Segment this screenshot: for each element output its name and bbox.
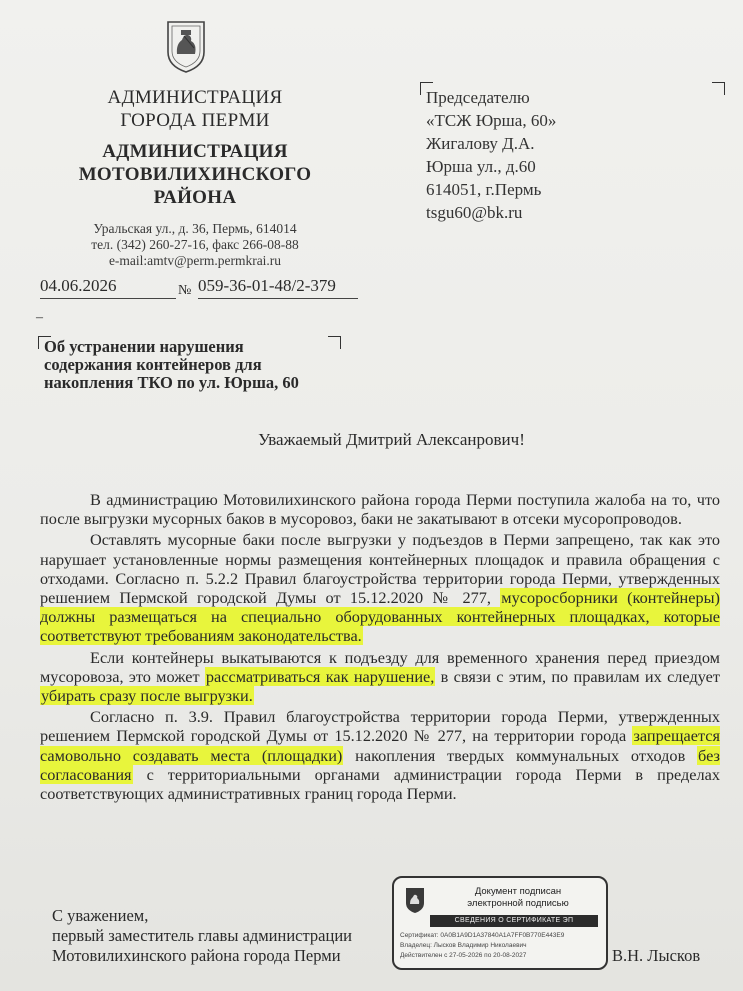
body-paragraph: Согласно п. 3.9. Правил благоустройства территории города Перми, утвержденных решением Пермской городской Думы от 15.12.2020 № 277, на территории города запрещается самовольно создавать места (площадки) накопления твердых коммунальных отходов без согласования с территориальными органами администрации города Перми в пределах соответствующих административных границ города Перми.	[40, 707, 720, 804]
sender-header	[40, 86, 350, 269]
sender-email: e-mail:amtv@perm.permkrai.ru	[108, 253, 282, 268]
signer-position: первый заместитель главы администрации	[52, 926, 352, 945]
coat-of-arms-icon	[404, 886, 426, 914]
closing-phrase: С уважением,	[52, 906, 149, 925]
certificate-validity: Действителен с 27-05-2026 по 20-08-2027	[400, 952, 527, 959]
highlighted-text: запрещается самовольно создавать места (площадки)	[40, 726, 720, 765]
body-paragraph: В администрацию Мотовилихинского района города Перми поступила жалоба на то, что после выгрузки мусорных баков в мусоровоз, баки не закатывают в отсеки мусоропроводов.	[40, 490, 720, 529]
recipient-line: 614051, г.Пермь	[426, 180, 542, 199]
sender-phone: тел. (342) 260-27-16, факс 266-08-88	[91, 237, 299, 252]
body-paragraph: Если контейнеры выкатываются к подъезду для временного хранения перед приездом мусоровоза, это может рассматриваться как нарушение, в связи с этим, по правилам их следует убирать сразу после выгрузки.	[40, 647, 720, 706]
stamp-title: Документ подписан электронной подписью	[467, 886, 569, 909]
recipient-line: Юрша ул., д.60	[426, 157, 536, 176]
electronic-signature-stamp	[392, 876, 608, 970]
sender-contacts	[40, 221, 350, 269]
stamp-header-bar: СВЕДЕНИЯ О СЕРТИФИКАТЕ ЭП	[430, 915, 598, 927]
signature-block	[52, 906, 352, 966]
coat-of-arms-icon	[164, 18, 208, 74]
certificate-owner: Владелец: Лысков Владимир Николаевич	[400, 942, 527, 949]
highlighted-text: мусоросборники (контейнеры) должны размещаться на специально оборудованных контейнерных площадках, которые соответствуют требованиям законодательства.	[40, 588, 720, 646]
sender-address: Уральская ул., д. 36, Пермь, 614014	[93, 221, 297, 236]
recipient-block	[426, 86, 556, 224]
signer-position: Мотовилихинского района города Перми	[52, 946, 341, 965]
signer-name: В.Н. Лысков	[612, 946, 701, 965]
letter-body	[40, 490, 720, 805]
document-number: 059-36-01-48/2-379	[198, 276, 358, 299]
recipient-email: tsgu60@bk.ru	[426, 203, 523, 222]
recipient-line: «ТСЖ Юрша, 60»	[426, 111, 557, 130]
city-admin-title: АДМИНИСТРАЦИЯ ГОРОДА ПЕРМИ	[107, 87, 283, 131]
highlighted-text: без согласования	[40, 745, 720, 784]
stamp-details	[400, 931, 598, 961]
highlighted-text: рассматриваться как нарушение,	[205, 666, 435, 686]
recipient-line: Председателю	[426, 88, 530, 107]
highlighted-text: убирать сразу после выгрузки.	[41, 686, 253, 706]
greeting: Уважаемый Дмитрий Алексанрович!	[258, 430, 525, 449]
certificate-number: Сертификат: 0A0B1A9D1A37840A1A7FF0B770E443E9	[400, 932, 565, 939]
recipient-line: Жигалову Д.А.	[426, 134, 535, 153]
district-admin-title: АДМИНИСТРАЦИЯ МОТОВИЛИХИНСКОГО РАЙОНА	[78, 141, 312, 208]
reference-dash: –	[36, 310, 43, 325]
letter-subject: Об устранении нарушения содержания контейнеров для накопления ТКО по ул. Юрша, 60	[44, 337, 299, 392]
recipient-corner-right	[712, 82, 725, 95]
number-sign: №	[178, 283, 192, 298]
document-date: 04.06.2026	[40, 276, 176, 299]
body-paragraph: Оставлять мусорные баки после выгрузки у подъездов в Перми запрещено, так как это нарушает установленные нормы размещения контейнерных площадок и правила обращения с отходами. Согласно п. 5.2.2 Правил благоустройства территории города Перми, утвержденных решением Пермской городской Думы от 15.12.2020 № 277, мусоросборники (контейнеры) должны размещаться на специально оборудованных контейнерных площадках, которые соответствуют требованиям законодательства.	[40, 530, 720, 646]
